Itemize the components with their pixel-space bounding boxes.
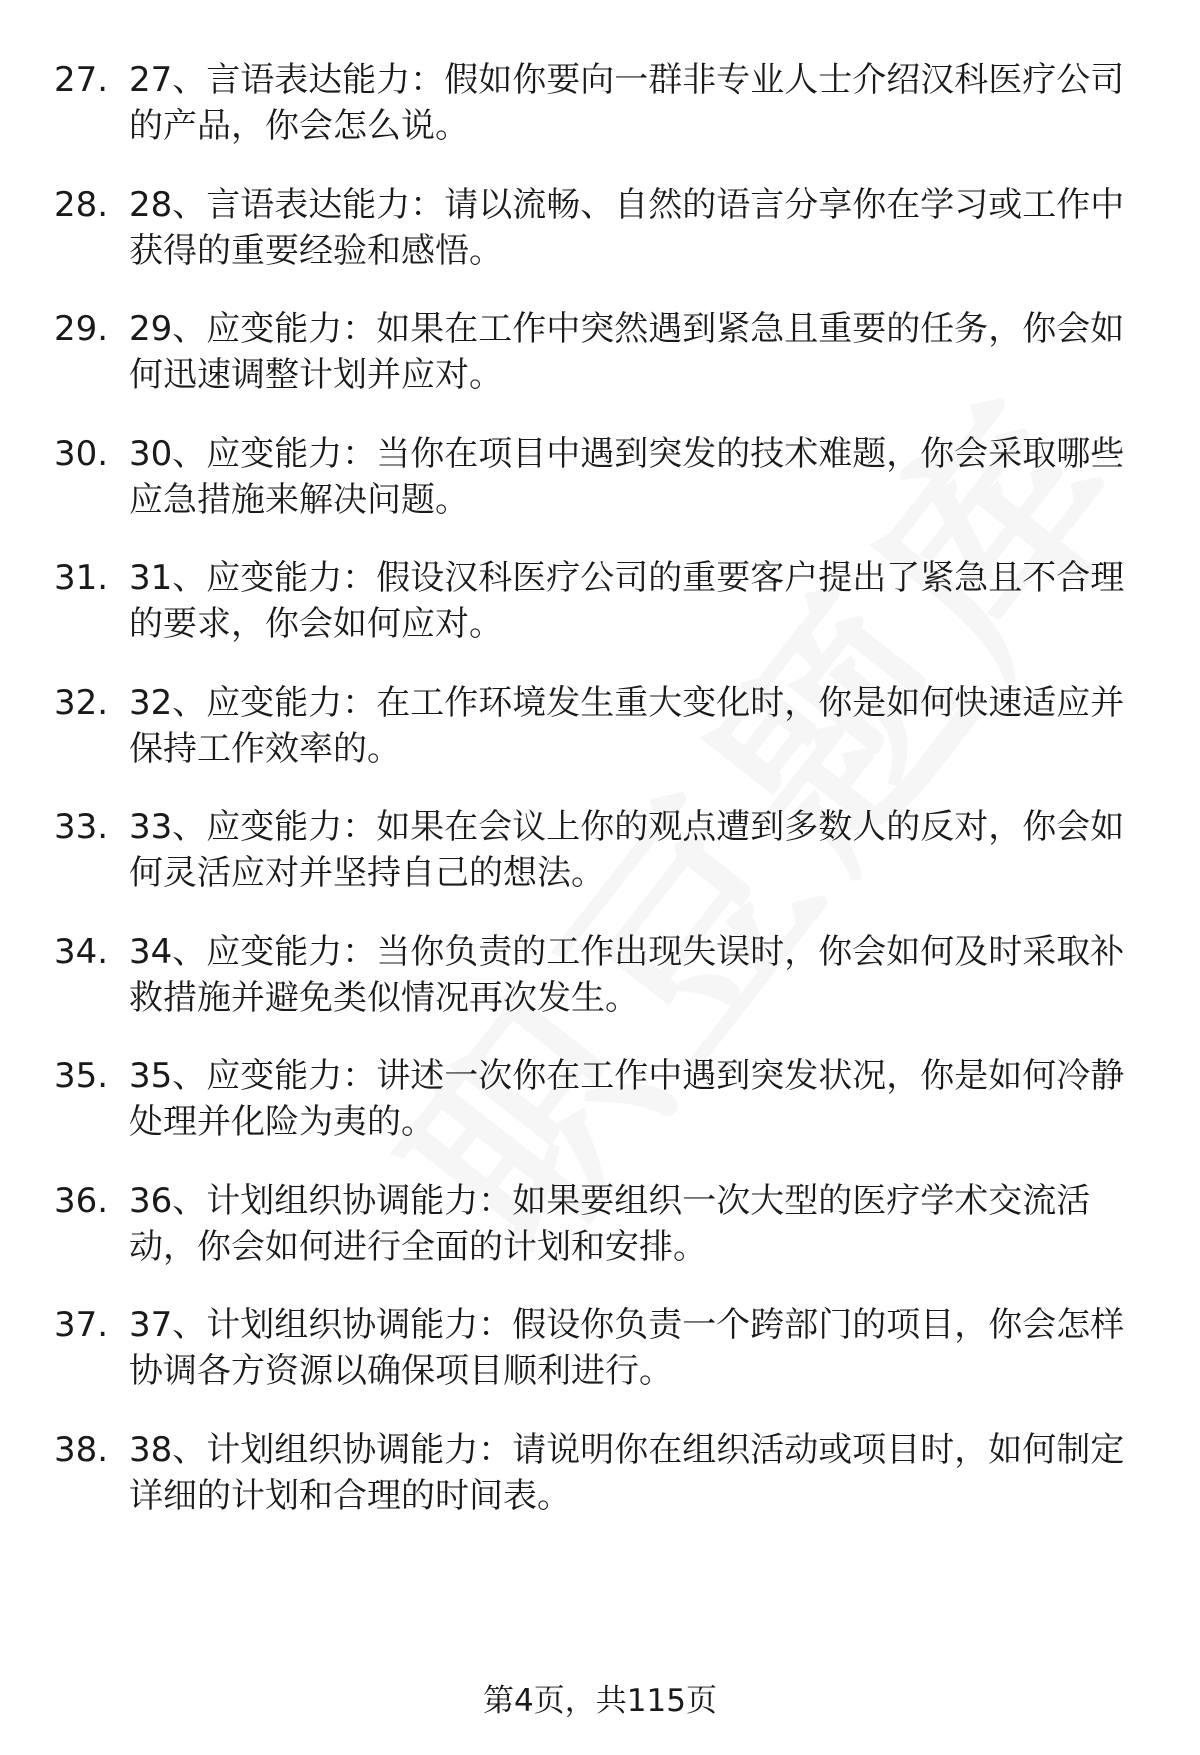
question-text: 30、应变能力：当你在项目中遇到突发的技术难题，你会采取哪些应急措施来解决问题。	[129, 433, 1125, 520]
list-item	[54, 680, 1144, 772]
list-item	[54, 1302, 1144, 1394]
list-item	[54, 555, 1144, 647]
question-text: 37、计划组织协调能力：假设你负责一个跨部门的项目，你会怎样协调各方资源以确保项目顺利进行。	[129, 1305, 1125, 1391]
page-footer: 第4页，共115页	[483, 1683, 717, 1719]
question-number: 28.	[54, 184, 109, 225]
question-number: 35.	[54, 1056, 109, 1096]
question-number: 38.	[54, 1429, 109, 1470]
question-text: 33、应变能力：如果在会议上你的观点遭到多数人的反对，你会如何灵活应对并坚持自己的想法。	[129, 807, 1125, 893]
question-text: 28、言语表达能力：请以流畅、自然的语言分享你在学习或工作中获得的重要经验和感悟。	[129, 184, 1125, 271]
question-text: 35、应变能力：讲述一次你在工作中遇到突发状况，你是如何冷静处理并化险为夷的。	[129, 1056, 1125, 1142]
question-text: 27、言语表达能力：假如你要向一群非专业人士介绍汉科医疗公司的产品，你会怎么说。	[129, 60, 1125, 146]
question-text: 31、应变能力：假设汉科医疗公司的重要客户提出了紧急且不合理的要求，你会如何应对。	[129, 558, 1125, 644]
question-number: 29.	[54, 309, 109, 349]
list-item	[54, 804, 1144, 896]
list-item	[54, 431, 1144, 523]
question-number: 30.	[54, 433, 109, 474]
list-item	[54, 1427, 1144, 1519]
question-number: 37.	[54, 1305, 109, 1345]
question-text: 34、应变能力：当你负责的工作出现失误时，你会如何及时采取补救措施并避免类似情况再次发生。	[129, 931, 1125, 1018]
list-item	[54, 182, 1144, 274]
question-list	[54, 57, 1144, 1519]
question-text: 36、计划组织协调能力：如果要组织一次大型的医疗学术交流活动，你会如何进行全面的计划和安排。	[129, 1180, 1091, 1267]
list-item	[54, 57, 1144, 149]
question-text: 32、应变能力：在工作环境发生重大变化时，你是如何快速适应并保持工作效率的。	[129, 682, 1125, 769]
list-item	[54, 929, 1144, 1021]
question-number: 27.	[54, 60, 109, 100]
list-item	[54, 1053, 1144, 1145]
question-number: 36.	[54, 1180, 109, 1221]
question-text: 29、应变能力：如果在工作中突然遇到紧急且重要的任务，你会如何迅速调整计划并应对。	[129, 309, 1125, 395]
list-item	[54, 1178, 1144, 1270]
question-number: 33.	[54, 807, 109, 847]
list-item	[54, 306, 1144, 398]
question-number: 34.	[54, 931, 109, 972]
question-number: 31.	[54, 558, 109, 598]
question-text: 38、计划组织协调能力：请说明你在组织活动或项目时，如何制定详细的计划和合理的时间表。	[129, 1429, 1125, 1516]
question-number: 32.	[54, 682, 109, 723]
